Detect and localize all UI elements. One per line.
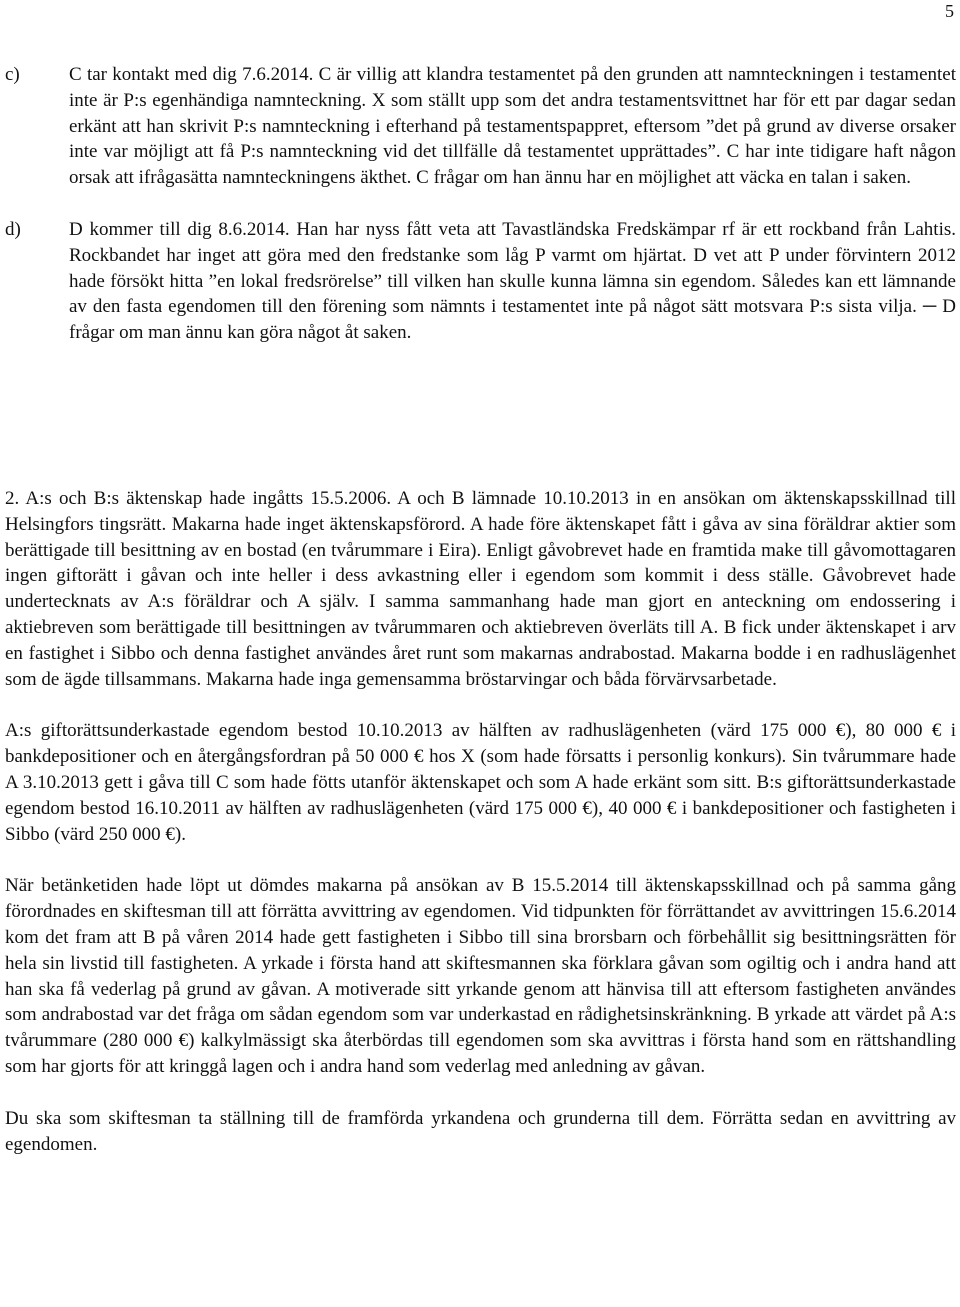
item-c-marker: c) (5, 64, 20, 85)
case-2-intro (5, 486, 956, 692)
case-2-claims: När betänketiden hade löpt ut dömdes makarna på ansökan av B 15.5.2014 till äktenskapsskillnad och på samma gång förordnades en skiftesman till att förrätta avvittring av egendomen. Vid tidpunkten för förrättandet av avvittringen 15.6.2014 kom det fram att B på våren 2014 hade gett fastigheten i Sibbo till sina brorsbarn och förbehållit sig besittningsrätten för hela sin livstid till fastigheten. A yrkade i första hand att skiftesmannen ska förklara gåvan som ogiltig och i andra hand att han ska få vederlag på grund av gåvan. A motiverade sitt yrkande genom att hänvisa till att eftersom fastigheten användes som andrabostad var det fråga om sådan egendom som var underkastad en rådighetsinskränkning. B yrkade att värdet på A:s tvårummare (280 000 €) kalkylmässigt ska återbördas till egendomen som ska avvittras i första hand som en rättshandling som har gjorts för att kringgå lagen och i andra hand som vederlag med anledning av gåvan. (5, 875, 956, 1077)
item-c-text: C tar kontakt med dig 7.6.2014. C är villig att klandra testamentet på den grunden att namnteckningen i testamentet inte är P:s egenhändiga namnteckning. X som ställt upp som det andra testamentsvittnet har för ett par dagar sedan erkänt att han skrivit P:s namnteckning i efterhand på testamentspappret, eftersom ”det på grund av diverse orsaker inte var möjligt att få P:s namnteckning vid det tillfälle då testamentet upprättades”. C har inte tidigare haft någon orsak att ifrågasätta namnteckningens äkthet. C frågar om han ännu har en möjlighet att väcka en talan i saken. (69, 64, 956, 189)
item-c (5, 62, 956, 191)
document-body (5, 62, 956, 1183)
case-2-number: 2. (5, 487, 20, 509)
item-d-text: D kommer till dig 8.6.2014. Han har nyss fått veta att Tavastländska Fredskämpar rf är ett rockband från Lahtis. Rockbandet har inget att göra med den fredstanke som låg P varmt om hjärtat. D vet att P under förvintern 2012 hade försökt hitta ”en lokal fredsrörelse” till vilken han skulle kunna lämna sin egendom. Således kan ett lämnande av den fasta egendomen till den förening som nämnts i testamentet inte på något sätt motsvara P:s sista vilja. ─ D frågar om man ännu kan göra något åt saken. (69, 218, 956, 344)
case-2-task: Du ska som skiftesman ta ställning till de framförda yrkandena och grunderna till dem. Förrätta sedan en avvittring av egendomen. (5, 1107, 956, 1155)
item-d-marker: d) (5, 218, 21, 240)
section-spacer (5, 372, 956, 486)
case-2-intro-text: A:s och B:s äktenskap hade ingåtts 15.5.2006. A och B lämnade 10.10.2013 in en ansökan om äktenskapsskillnad till Helsingfors tingsrätt. Makarna hade inget äktenskapsförord. A hade före äktenskapet fått i gåva av sina föräldrar aktier som berättigade till besittning av en bostad (en tvårummare i Eira). Enligt gåvobrevet hade en framtida make till gåvomottagaren ingen giftorätt i gåvan och inte heller i dess avkastning eller i egendom som kommit i dess ställe. Gåvobrevet hade undertecknats av A:s föräldrar och A själv. I samma sammanhang hade man gjort en anteckning om endossering i aktiebreven som berättigade till besittningen av tvårummaren och aktiebreven överläts till A. B fick under äktenskapet i arv en fastighet i Sibbo och denna fastighet användes året runt som makarnas andrabostad. Makarna bodde i en radhuslägenhet som de ägde tillsammans. Makarna hade inga gemensamma bröstarvingar och båda förvärvsarbetade. (5, 487, 956, 690)
case-2-property: A:s giftorättsunderkastade egendom bestod 10.10.2013 av hälften av radhuslägenheten (värd 175 000 €), 80 000 € i bankdepositioner och en återgångsfordran på 50 000 € hos X (som hade försatts i personlig konkurs). Sin tvårummare hade A 3.10.2013 gett i gåva till C som hade fötts utanför äktenskapet och som A hade erkänt som sitt. B:s giftorättsunderkastade egendom bestod 16.10.2011 av hälften av radhuslägenheten (värd 175 000 €), 40 000 € i bankdepositioner och fastigheten i Sibbo (värd 250 000 €). (5, 720, 956, 845)
item-d (5, 217, 956, 346)
page-number: 5 (945, 1, 954, 21)
